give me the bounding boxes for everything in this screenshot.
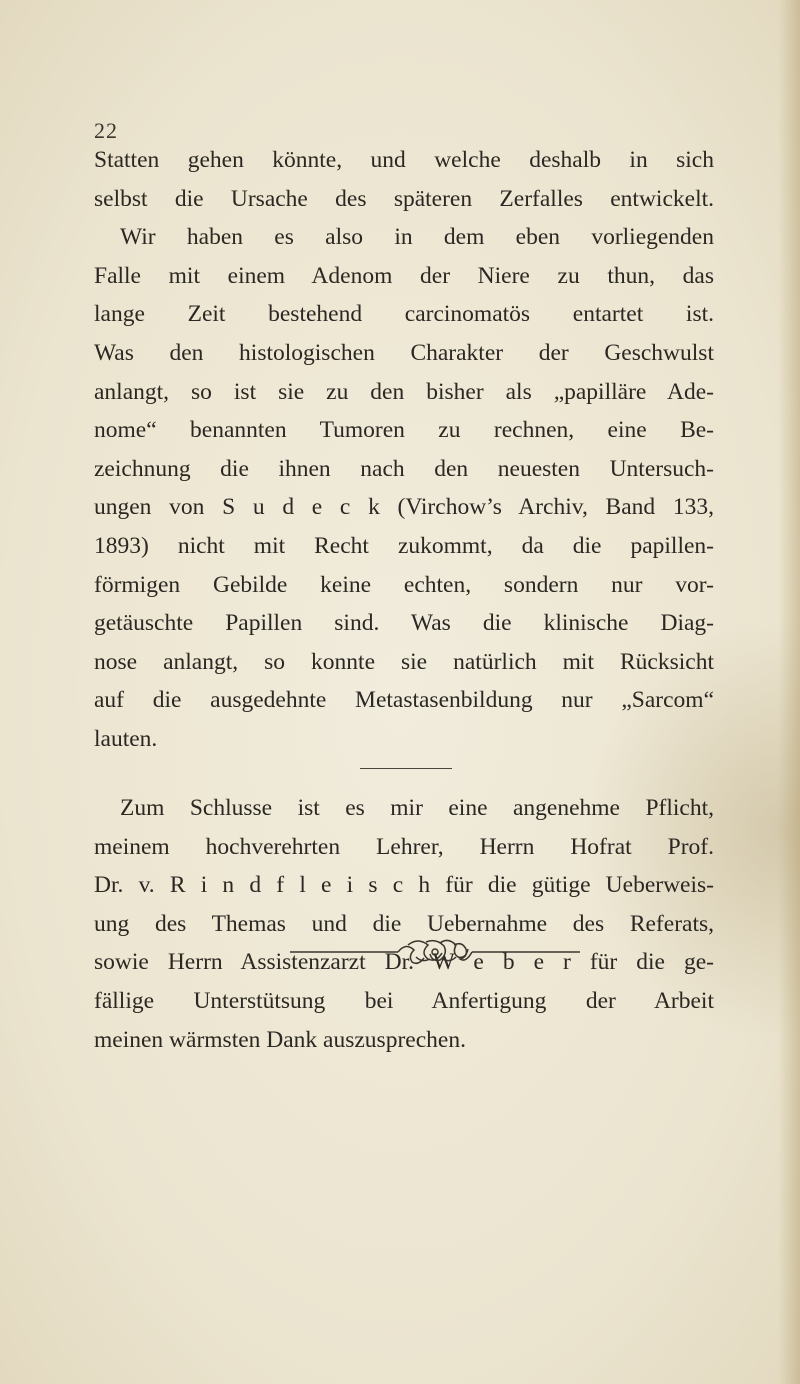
text-line: auf die ausgedehnte Metastasenbildung nur „Sarcom“ bbox=[94, 687, 714, 714]
text-line: Dr. v. R i n d f l e i s c h für die gütige Ueberweis- bbox=[94, 872, 714, 899]
end-ornament bbox=[290, 937, 580, 967]
text-line: ung des Themas und die Uebernahme des Referats, bbox=[94, 910, 714, 937]
text-line: fällige Unterstütsung bei Anfertigung der Arbeit bbox=[94, 987, 714, 1014]
section-divider-rule bbox=[360, 768, 452, 769]
paragraph-conclusion bbox=[94, 141, 714, 759]
text-line: lange Zeit bestehend carcinomatös entartet ist. bbox=[94, 301, 714, 328]
text-line: meinem hochverehrten Lehrer, Herrn Hofrat Prof. bbox=[94, 833, 714, 860]
paragraph-acknowledgement bbox=[94, 789, 714, 1059]
text-line: förmigen Gebilde keine echten, sondern nur vor- bbox=[94, 571, 714, 598]
page-edge-shadow bbox=[778, 0, 800, 1384]
text-line: ungen von S u d e c k (Virchow’s Archiv, Band 133, bbox=[94, 494, 714, 521]
text-line: nose anlangt, so konnte sie natürlich mit Rücksicht bbox=[94, 648, 714, 675]
text-line: Wir haben es also in dem eben vorliegenden bbox=[120, 224, 714, 251]
text-line: Falle mit einem Adenom der Niere zu thun, das bbox=[94, 262, 714, 289]
text-line: getäuschte Papillen sind. Was die klinische Diag- bbox=[94, 610, 714, 637]
text-line: Zum Schlusse ist es mir eine angenehme Pflicht, bbox=[120, 795, 714, 821]
text-line: lauten. bbox=[94, 725, 158, 752]
text-line: sowie Herrn Assistenzarzt Dr. W e b e r für die ge- bbox=[94, 949, 714, 976]
text-line: zeichnung die ihnen nach den neuesten Untersuch- bbox=[94, 455, 714, 482]
text-line: Was den histologischen Charakter der Geschwulst bbox=[94, 339, 714, 366]
text-line: anlangt, so ist sie zu den bisher als „papilläre Ade- bbox=[94, 378, 714, 405]
text-line: meinen wärmsten Dank auszusprechen. bbox=[94, 1026, 466, 1053]
page-number: 22 bbox=[94, 118, 118, 143]
text-line: Statten gehen könnte, und welche deshalb in sich bbox=[94, 147, 714, 173]
text-line: nome“ benannten Tumoren zu rechnen, eine Be- bbox=[94, 417, 714, 444]
text-line: 1893) nicht mit Recht zukommt, da die papillen- bbox=[94, 532, 714, 559]
text-line: selbst die Ursache des späteren Zerfalles entwickelt. bbox=[94, 185, 714, 212]
